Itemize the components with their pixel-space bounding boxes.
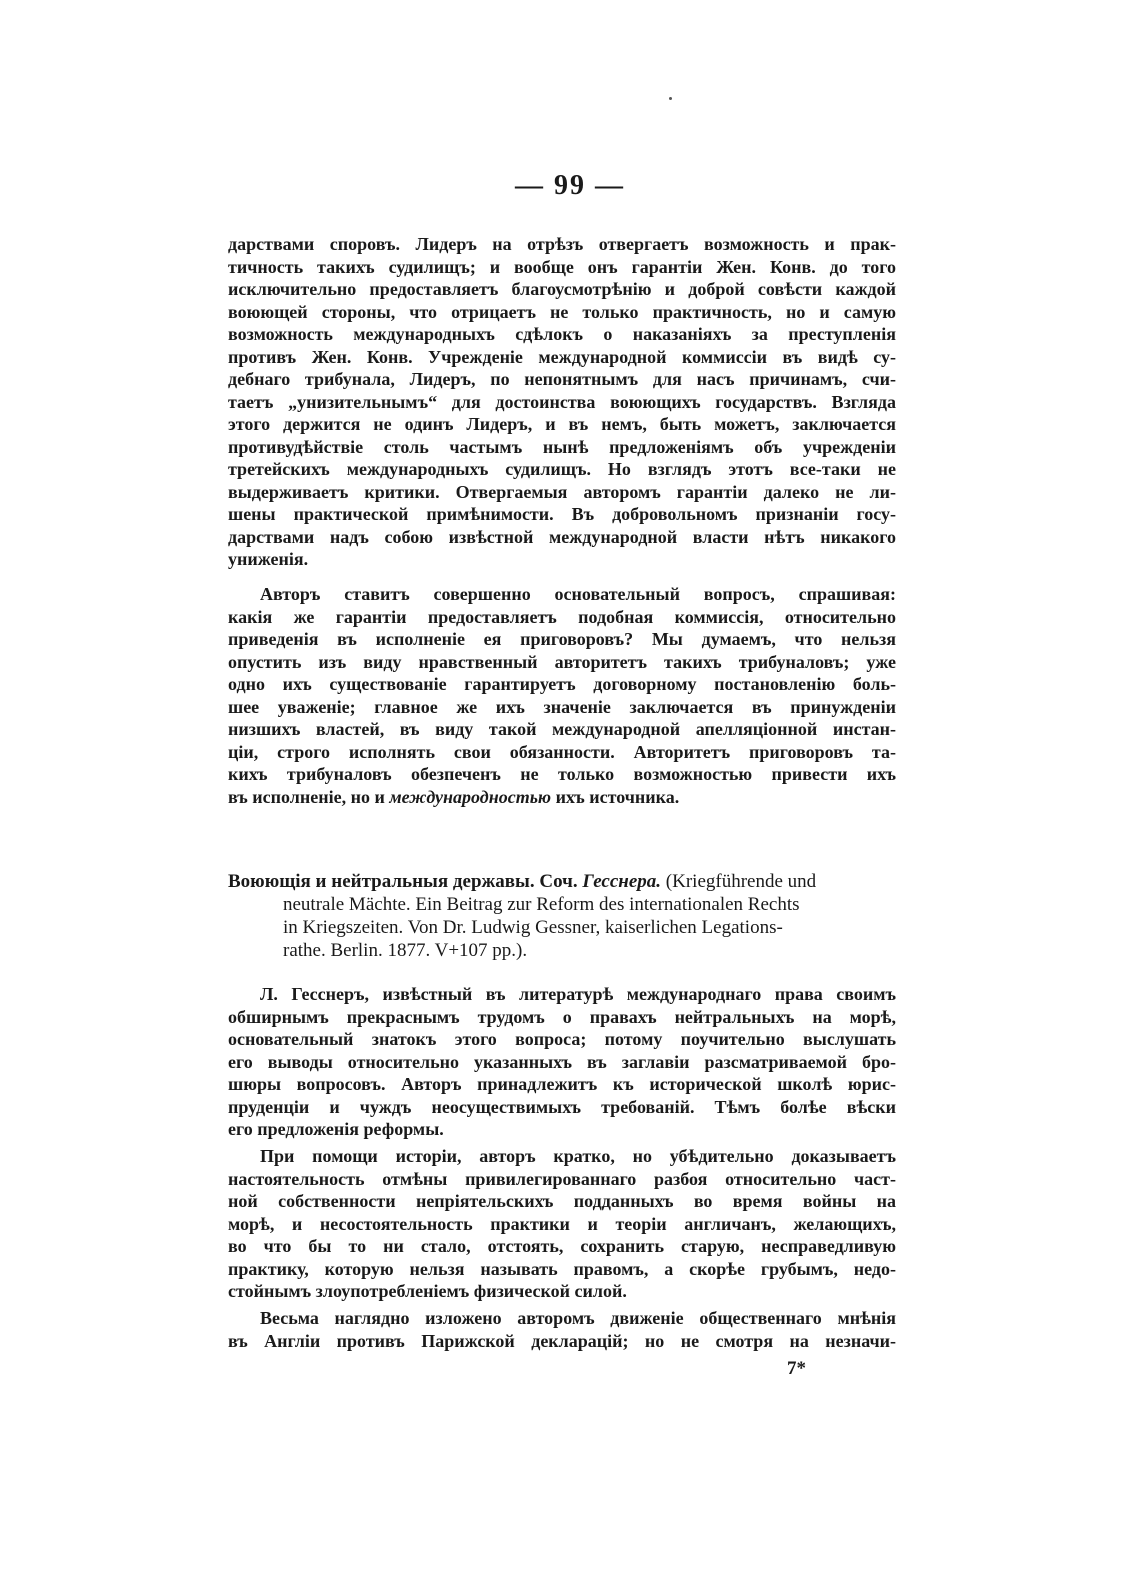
text-line: возможность международныхъ сдѣлокъ о наказаніяхъ за преступленія bbox=[228, 324, 896, 344]
text-line: дарствами надъ собою извѣстной международной власти нѣтъ никакого bbox=[228, 526, 896, 547]
text-line: во что бы то ни стало, отстоять, сохранить старую, несправедливую bbox=[228, 1236, 896, 1256]
heading-citation: (Kriegführende und bbox=[661, 871, 817, 892]
text-line: какія же гарантіи предоставляетъ подобная коммиссія, относительно bbox=[228, 606, 896, 627]
signature-mark: 7* bbox=[787, 1358, 806, 1379]
ink-speck bbox=[669, 97, 672, 100]
text-line: кихъ трибуналовъ обезпеченъ не только возможностью привести ихъ bbox=[228, 764, 896, 784]
text-line: его выводы относительно указанныхъ въ заглавіи разсматриваемой бро- bbox=[228, 1051, 896, 1072]
text-line: исключительно предоставляетъ благоусмотрѣнію и доброй совѣсти каждой bbox=[228, 279, 896, 299]
text-line: основательный знатокъ этого вопроса; потому поучительно выслушать bbox=[228, 1029, 896, 1049]
text-line: третейскихъ международныхъ судилищъ. Но взглядъ этотъ все-таки не bbox=[228, 459, 896, 479]
heading-line: neutrale Mächte. Ein Beitrag zur Reform des internationalen Rechts bbox=[283, 894, 800, 915]
text-line: приведенія въ исполненіе ея приговоровъ? Мы думаемъ, что нельзя bbox=[228, 629, 896, 649]
paragraph-4 bbox=[228, 1145, 896, 1303]
text-line: въ Англіи противъ Парижской декларацій; но не смотря на незначи- bbox=[228, 1330, 896, 1351]
text-line: морѣ, и несостоятельность практики и теоріи англичанъ, желающихъ, bbox=[228, 1213, 896, 1234]
text-line-last bbox=[228, 786, 896, 809]
text-line: низшихъ властей, въ виду такой международной апелляціонной инстан- bbox=[228, 719, 896, 739]
text-line: дебнаго трибунала, Лидеръ, по непонятнымъ для насъ причинамъ, счи- bbox=[228, 369, 896, 389]
text-run: въ исполненіе, но и bbox=[228, 786, 390, 807]
text-line: шее уваженіе; главное же ихъ значеніе заключается въ принужденіи bbox=[228, 696, 896, 717]
text-line: Авторъ ставитъ совершенно основательный вопросъ, спрашивая: bbox=[260, 584, 896, 604]
review-heading bbox=[228, 870, 898, 962]
heading-line: rathe. Berlin. 1877. V+107 pp.). bbox=[283, 940, 528, 961]
text-line: таетъ „унизительнымъ“ для достоинства воюющихъ государствъ. Взгляда bbox=[228, 391, 896, 412]
text-line: одно ихъ существованіе гарантируетъ договорному постановленію боль- bbox=[228, 674, 896, 694]
page-number: — 99 — bbox=[515, 170, 625, 201]
text-line: его предложенія реформы. bbox=[228, 1119, 444, 1139]
heading-title: Воюющія и нейтральныя державы. Соч. bbox=[228, 871, 583, 892]
text-line: ціи, строго исполнять свои обязанности. Авторитетъ приговоровъ та- bbox=[228, 741, 896, 762]
text-line: шены практической примѣнимости. Въ добровольномъ признаніи госу- bbox=[228, 504, 896, 524]
text-line: Весьма наглядно изложено авторомъ движеніе общественнаго мнѣнія bbox=[260, 1308, 896, 1328]
paragraph-5 bbox=[228, 1307, 896, 1352]
text-line: воюющей стороны, что отрицаетъ не только практичность, но и самую bbox=[228, 301, 896, 322]
text-line: шюры вопросовъ. Авторъ принадлежитъ къ исторической школѣ юрис- bbox=[228, 1074, 896, 1094]
text-line: ной собственности непріятельскихъ подданныхъ во время войны на bbox=[228, 1191, 896, 1211]
text-line: стойнымъ злоупотребленіемъ физической силой. bbox=[228, 1281, 627, 1301]
text-line: настоятельность отмѣны привилегированнаго разбоя относительно част- bbox=[228, 1168, 896, 1189]
text-line: практику, которую нельзя называть правомъ, а скорѣе грубымъ, недо- bbox=[228, 1258, 896, 1279]
text-line: дарствами споровъ. Лидеръ на отрѣзъ отвергаетъ возможность и прак- bbox=[228, 234, 896, 254]
text-line: тичность такихъ судилищъ; и вообще онъ гарантіи Жен. Конв. до того bbox=[228, 256, 896, 277]
text-line: униженія. bbox=[228, 549, 309, 569]
text-line: пруденціи и чуждъ неосуществимыхъ требованій. Тѣмъ болѣе вѣски bbox=[228, 1096, 896, 1117]
paragraph-1 bbox=[228, 233, 896, 571]
heading-author: Гесснера. bbox=[582, 871, 662, 892]
text-line: Л. Гесснеръ, извѣстный въ литературѣ международнаго права своимъ bbox=[260, 984, 896, 1004]
text-line: противудѣйствіе столь частымъ нынѣ предложеніямъ объ учрежденіи bbox=[228, 436, 896, 457]
text-line: противъ Жен. Конв. Учрежденіе международной коммиссіи въ видѣ су- bbox=[228, 346, 896, 367]
paragraph-2 bbox=[228, 583, 896, 808]
text-line: выдерживаетъ критики. Отвергаемыя авторомъ гарантіи далеко не ли- bbox=[228, 481, 896, 502]
text-line: опустить изъ виду нравственный авторитетъ такихъ трибуналовъ; уже bbox=[228, 651, 896, 672]
text-line: этого держится не одинъ Лидеръ, и въ немъ, быть можетъ, заключается bbox=[228, 414, 896, 434]
text-line: При помощи исторіи, авторъ кратко, но убѣдительно доказываетъ bbox=[260, 1146, 896, 1166]
heading-line: in Kriegszeiten. Von Dr. Ludwig Gessner, kaiserlichen Legations- bbox=[283, 917, 783, 938]
text-line: обширнымъ прекраснымъ трудомъ о правахъ нейтральныхъ на морѣ, bbox=[228, 1006, 896, 1027]
text-run: ихъ источника. bbox=[551, 786, 680, 807]
paragraph-3 bbox=[228, 983, 896, 1141]
italic-term: международностью bbox=[389, 786, 552, 807]
heading-line bbox=[228, 870, 898, 893]
